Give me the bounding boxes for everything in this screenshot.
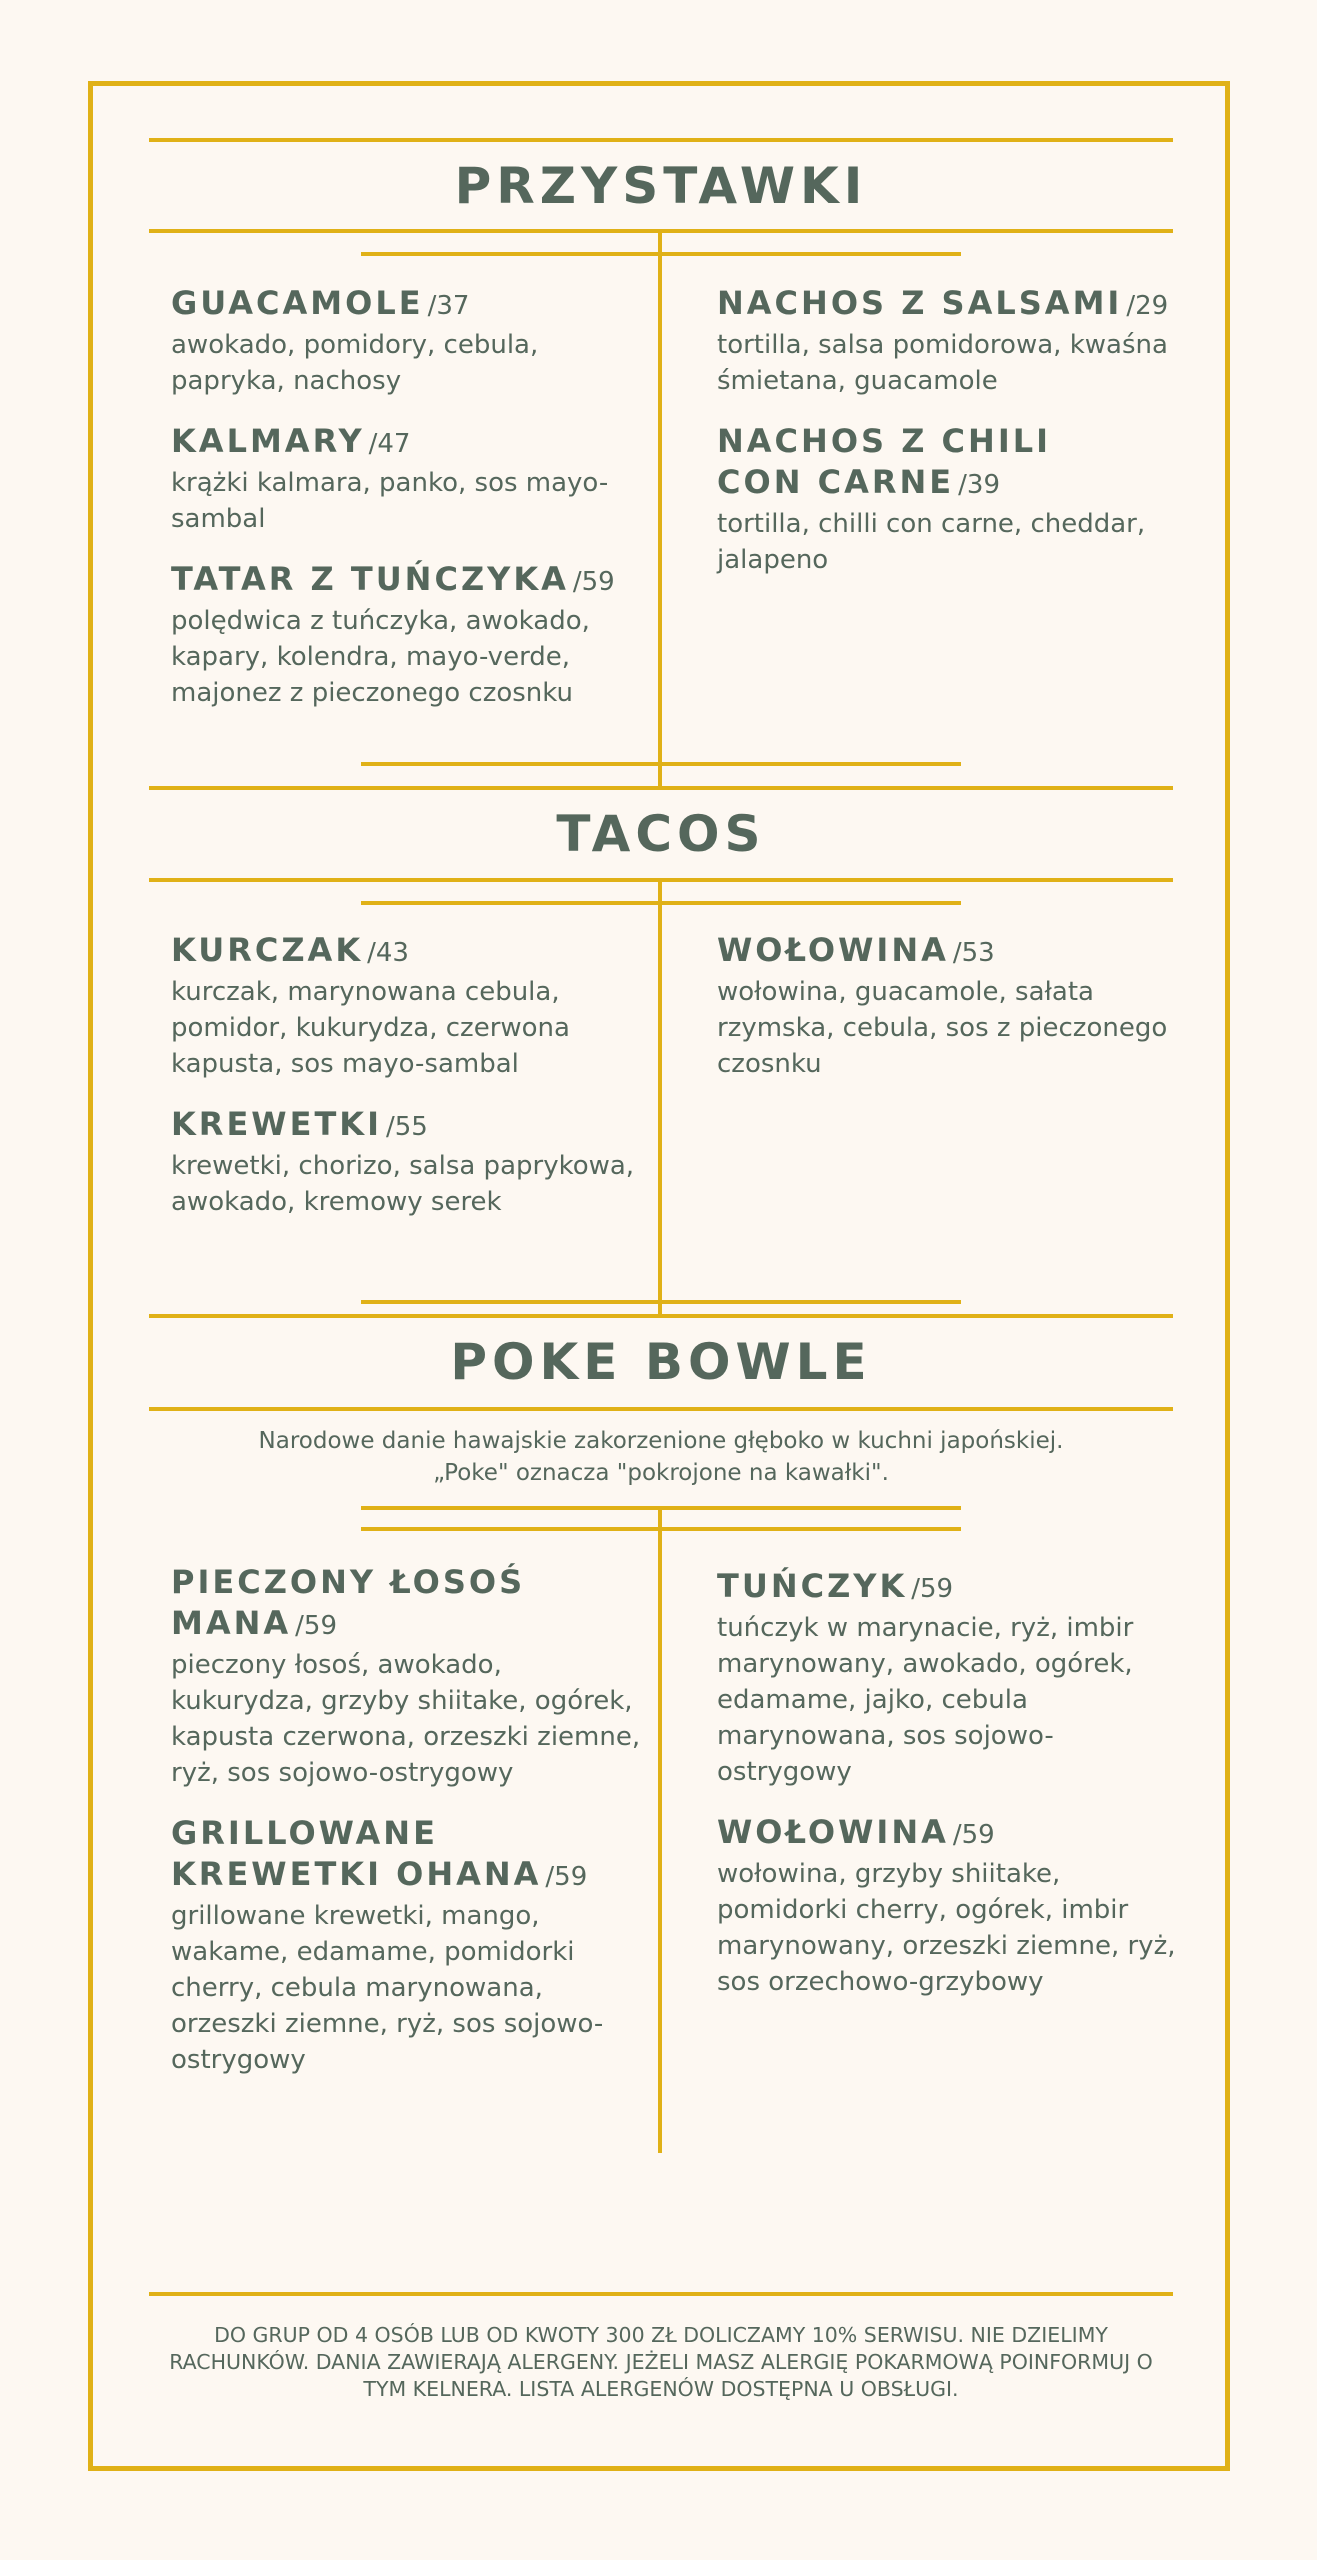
item-name: NACHOS Z CHILI CON CARNE (717, 422, 1052, 501)
item-price: /29 (1126, 291, 1169, 321)
item-description: tortilla, chilli con carne, cheddar, jalapeno (717, 509, 1146, 575)
item-description: krążki kalmara, panko, sos mayo-sambal (171, 468, 609, 534)
item-description: kurczak, marynowana cebula, pomidor, kukurydza, czerwona kapusta, sos mayo-sambal (171, 977, 570, 1079)
menu-item (171, 559, 641, 711)
section-title-przystawki: PRZYSTAWKI (454, 157, 868, 215)
section-title-tacos: TACOS (556, 805, 766, 863)
item-name: WOŁOWINA (717, 1813, 949, 1851)
column-divider (658, 1509, 662, 2153)
przystawki-right-column (717, 283, 1177, 600)
subtitle-line: Narodowe danie hawajskie zakorzenione głęboko w kuchni japońskiej. (258, 1428, 1064, 1454)
item-price: /59 (545, 1862, 588, 1892)
menu-item (171, 930, 641, 1082)
item-description: awokado, pomidory, cebula, papryka, nachosy (171, 330, 539, 396)
footer-note: DO GRUP OD 4 OSÓB LUB OD KWOTY 300 ZŁ DOLICZAMY 10% SERWISU. NIE DZIELIMY RACHUNKÓW. DANIA ZAWIERAJĄ ALERGENY. JEŻELI MASZ ALERGIĘ POKARMOWĄ POINFORMUJ O TYM KELNERA. LISTA ALERGENÓW DOSTĘPNA U OBSŁUGI. (169, 2323, 1153, 2401)
item-price: /55 (385, 1112, 428, 1142)
item-description: tuńczyk w marynacie, ryż, imbir marynowany, awokado, ogórek, edamame, jajko, cebula marynowana, sos sojowo-ostrygowy (717, 1613, 1134, 1787)
item-price: /39 (958, 470, 1000, 500)
column-divider (658, 232, 662, 787)
item-description: grillowane krewetki, mango, wakame, edamame, pomidorki cherry, cebula marynowana, orzeszki ziemne, ryż, sos sojowo-ostrygowy (171, 1901, 604, 2075)
menu-item (717, 930, 1177, 1082)
item-name: KALMARY (171, 422, 365, 460)
divider (149, 2292, 1173, 2296)
menu-item (171, 1813, 641, 2078)
item-price: /59 (952, 1820, 995, 1850)
item-price: /59 (911, 1574, 954, 1604)
menu-item (171, 1104, 641, 1220)
item-description: polędwica z tuńczyka, awokado, kapary, kolendra, mayo-verde, majonez z pieczonego czosnku (171, 606, 590, 708)
item-name: TATAR Z TUŃCZYKA (171, 560, 569, 598)
item-description: wołowina, guacamole, sałata rzymska, cebula, sos z pieczonego czosnku (717, 977, 1168, 1079)
tacos-left-column (171, 930, 641, 1242)
divider (149, 1314, 1173, 1318)
menu-item (171, 283, 641, 399)
poke-right-column (717, 1566, 1177, 2022)
item-description: wołowina, grzyby shiitake, pomidorki cherry, ogórek, imbir marynowany, orzeszki ziemne, ryż, sos orzechowo-grzybowy (717, 1859, 1176, 1997)
menu-item (717, 283, 1177, 399)
item-description: tortilla, salsa pomidorowa, kwaśna śmietana, guacamole (717, 330, 1168, 396)
divider (149, 786, 1173, 790)
item-name: NACHOS Z SALSAMI (717, 284, 1123, 322)
divider (361, 1300, 961, 1304)
item-price: /37 (427, 291, 470, 321)
item-price: /43 (367, 938, 409, 968)
item-name: GUACAMOLE (171, 284, 424, 322)
item-name: WOŁOWINA (717, 931, 949, 969)
section-title-poke-bowle: POKE BOWLE (450, 1333, 872, 1391)
item-name: TUŃCZYK (717, 1567, 908, 1605)
menu-item (717, 1566, 1177, 1790)
item-description: pieczony łosoś, awokado, kukurydza, grzyby shiitake, ogórek, kapusta czerwona, orzeszki ziemne, ryż, sos sojowo-ostrygowy (171, 1650, 641, 1788)
poke-left-column (171, 1562, 641, 2100)
item-price: /53 (952, 938, 995, 968)
column-divider (658, 881, 662, 1315)
item-name: KREWETKI (171, 1105, 382, 1143)
item-price: /59 (572, 567, 615, 597)
item-name: GRILLOWANE KREWETKI OHANA (171, 1814, 542, 1893)
menu-item (171, 421, 641, 537)
subtitle-line: „Poke" oznacza "pokrojone na kawałki". (433, 1460, 889, 1486)
item-description: krewetki, chorizo, salsa paprykowa, awokado, kremowy serek (171, 1151, 635, 1217)
divider (149, 138, 1173, 142)
item-name: KURCZAK (171, 931, 364, 969)
item-name: PIECZONY ŁOSOŚ MANA (171, 1563, 526, 1642)
section-subtitle (149, 1425, 1173, 1489)
divider (361, 762, 961, 766)
item-price: /47 (368, 429, 411, 459)
tacos-right-column (717, 930, 1177, 1104)
item-price: /59 (295, 1611, 337, 1641)
menu-item (171, 1562, 641, 1791)
menu-item (717, 421, 1177, 578)
przystawki-left-column (171, 283, 641, 733)
menu-item (717, 1812, 1177, 2000)
divider (149, 1407, 1173, 1411)
